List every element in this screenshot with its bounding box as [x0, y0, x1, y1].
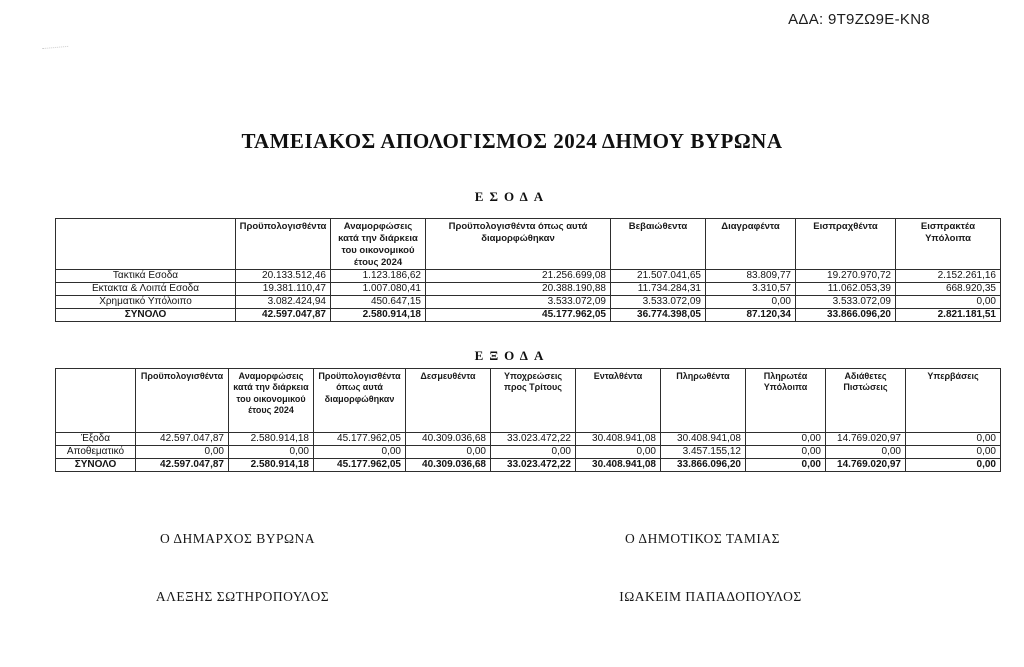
cell-value: 30.408.941,08	[576, 433, 661, 446]
cell-value: 19.270.970,72	[796, 269, 896, 282]
cell-value: 1.007.080,41	[331, 282, 426, 295]
row-label: Εκτακτα & Λοιπά Εσοδα	[56, 282, 236, 295]
ada-code: ΑΔΑ: 9T9ZΩ9E-KN8	[788, 11, 930, 28]
cell-value: 2.152.261,16	[896, 269, 1001, 282]
esoda-table	[55, 218, 1001, 322]
cell-value: 0,00	[906, 433, 1001, 446]
cell-value: 0,00	[746, 446, 826, 459]
col-header: Βεβαιώθεντα	[611, 219, 706, 270]
cell-value: 45.177.962,05	[314, 433, 406, 446]
cell-value: 0,00	[906, 459, 1001, 472]
table-row	[56, 446, 1001, 459]
col-header: Προϋπολογισθέντα	[136, 369, 229, 433]
col-header: Υπερβάσεις	[906, 369, 1001, 433]
col-header: Ενταλθέντα	[576, 369, 661, 433]
cell-value: 3.533.072,09	[796, 295, 896, 308]
row-label: Αποθεματικό	[56, 446, 136, 459]
col-header: Υποχρεώσεις προς Τρίτους	[491, 369, 576, 433]
mayor-signature-name: ΑΛΕΞΗΣ ΣΩΤΗΡΟΠΟΥΛΟΣ	[155, 589, 330, 604]
esoda-section-title: ΕΣΟΔΑ	[474, 189, 550, 204]
cell-value: 14.769.020,97	[826, 459, 906, 472]
cell-value: 0,00	[491, 446, 576, 459]
table-row	[56, 282, 1001, 295]
mayor-signature-title: Ο ΔΗΜΑΡΧΟΣ ΒΥΡΩΝΑ	[159, 531, 316, 546]
cell-value: 3.533.072,09	[426, 295, 611, 308]
cell-value: 40.309.036,68	[406, 433, 491, 446]
cell-value: 42.597.047,87	[136, 459, 229, 472]
cell-value: 11.734.284,31	[611, 282, 706, 295]
cell-value: 450.647,15	[331, 295, 426, 308]
cell-value: 33.866.096,20	[661, 459, 746, 472]
cell-value: 2.580.914,18	[229, 433, 314, 446]
treasurer-signature-title: Ο ΔΗΜΟΤΙΚΟΣ ΤΑΜΙΑΣ	[625, 531, 780, 546]
cell-value: 40.309.036,68	[406, 459, 491, 472]
cell-value: 0,00	[826, 446, 906, 459]
cell-value: 19.381.110,47	[236, 282, 331, 295]
cell-value: 0,00	[746, 433, 826, 446]
cell-value: 1.123.186,62	[331, 269, 426, 282]
cell-value: 2.580.914,18	[229, 459, 314, 472]
exoda-header-row	[56, 369, 1001, 433]
total-row	[56, 459, 1001, 472]
cell-value: 33.866.096,20	[796, 308, 896, 321]
row-label: Χρηματικό Υπόλοιπο	[56, 295, 236, 308]
cell-value: 0,00	[906, 446, 1001, 459]
scan-artifact	[42, 41, 68, 49]
table-row	[56, 433, 1001, 446]
cell-value: 14.769.020,97	[826, 433, 906, 446]
cell-value: 20.133.512,46	[236, 269, 331, 282]
cell-value: 20.388.190,88	[426, 282, 611, 295]
cell-value: 45.177.962,05	[426, 308, 611, 321]
cell-value: 21.507.041,65	[611, 269, 706, 282]
col-header: Πληρωθέντα	[661, 369, 746, 433]
col-header: Διαγραφέντα	[706, 219, 796, 270]
cell-value: 0,00	[576, 446, 661, 459]
cell-value: 21.256.699,08	[426, 269, 611, 282]
cell-value: 2.580.914,18	[331, 308, 426, 321]
col-header	[56, 219, 236, 270]
col-header: Προϋπολογισθέντα όπως αυτά διαμορφώθηκαν	[426, 219, 611, 270]
cell-value: 2.821.181,51	[896, 308, 1001, 321]
exoda-section-title: ΕΞΟΔΑ	[474, 348, 550, 363]
cell-value: 83.809,77	[706, 269, 796, 282]
cell-value: 33.023.472,22	[491, 459, 576, 472]
row-label: Τακτικά Εσοδα	[56, 269, 236, 282]
cell-value: 30.408.941,08	[661, 433, 746, 446]
cell-value: 0,00	[706, 295, 796, 308]
col-header: Προϋπολογισθέντα όπως αυτά διαμορφώθηκαν	[314, 369, 406, 433]
cell-value: 3.457.155,12	[661, 446, 746, 459]
cell-value: 0,00	[746, 459, 826, 472]
treasurer-signature-name: ΙΩΑΚΕΙΜ ΠΑΠΑΔΟΠΟΥΛΟΣ	[619, 589, 802, 604]
cell-value: 36.774.398,05	[611, 308, 706, 321]
cell-value: 0,00	[896, 295, 1001, 308]
page-title: ΤΑΜΕΙΑΚΟΣ ΑΠΟΛΟΓΙΣΜΟΣ 2024 ΔΗΜΟΥ ΒΥΡΩΝΑ	[241, 129, 783, 153]
cell-value: 42.597.047,87	[136, 433, 229, 446]
cell-value: 668.920,35	[896, 282, 1001, 295]
col-header: Πληρωτέα Υπόλοιπα	[746, 369, 826, 433]
col-header: Αδιάθετες Πιστώσεις	[826, 369, 906, 433]
cell-value: 0,00	[136, 446, 229, 459]
col-header	[56, 369, 136, 433]
cell-value: 3.533.072,09	[611, 295, 706, 308]
cell-value: 45.177.962,05	[314, 459, 406, 472]
col-header: Προϋπολογισθέντα	[236, 219, 331, 270]
cell-value: 33.023.472,22	[491, 433, 576, 446]
table-row	[56, 295, 1001, 308]
col-header: Εισπραχθέντα	[796, 219, 896, 270]
row-label: Έξοδα	[56, 433, 136, 446]
col-header: Αναμορφώσεις κατά την διάρκεια του οικονομικού έτους 2024	[229, 369, 314, 433]
exoda-table	[55, 368, 1001, 472]
col-header: Εισπρακτέα Υπόλοιπα	[896, 219, 1001, 270]
cell-value: 3.310,57	[706, 282, 796, 295]
cell-value: 30.408.941,08	[576, 459, 661, 472]
cell-value: 0,00	[229, 446, 314, 459]
cell-value: 0,00	[406, 446, 491, 459]
cell-value: 42.597.047,87	[236, 308, 331, 321]
cell-value: 87.120,34	[706, 308, 796, 321]
esoda-header-row	[56, 219, 1001, 270]
cell-value: 3.082.424,94	[236, 295, 331, 308]
cell-value: 0,00	[314, 446, 406, 459]
table-row	[56, 269, 1001, 282]
col-header: Δεσμευθέντα	[406, 369, 491, 433]
row-label: ΣΥΝΟΛΟ	[56, 308, 236, 321]
col-header: Αναμορφώσεις κατά την διάρκεια του οικονομικού έτους 2024	[331, 219, 426, 270]
row-label: ΣΥΝΟΛΟ	[56, 459, 136, 472]
total-row	[56, 308, 1001, 321]
cell-value: 11.062.053,39	[796, 282, 896, 295]
